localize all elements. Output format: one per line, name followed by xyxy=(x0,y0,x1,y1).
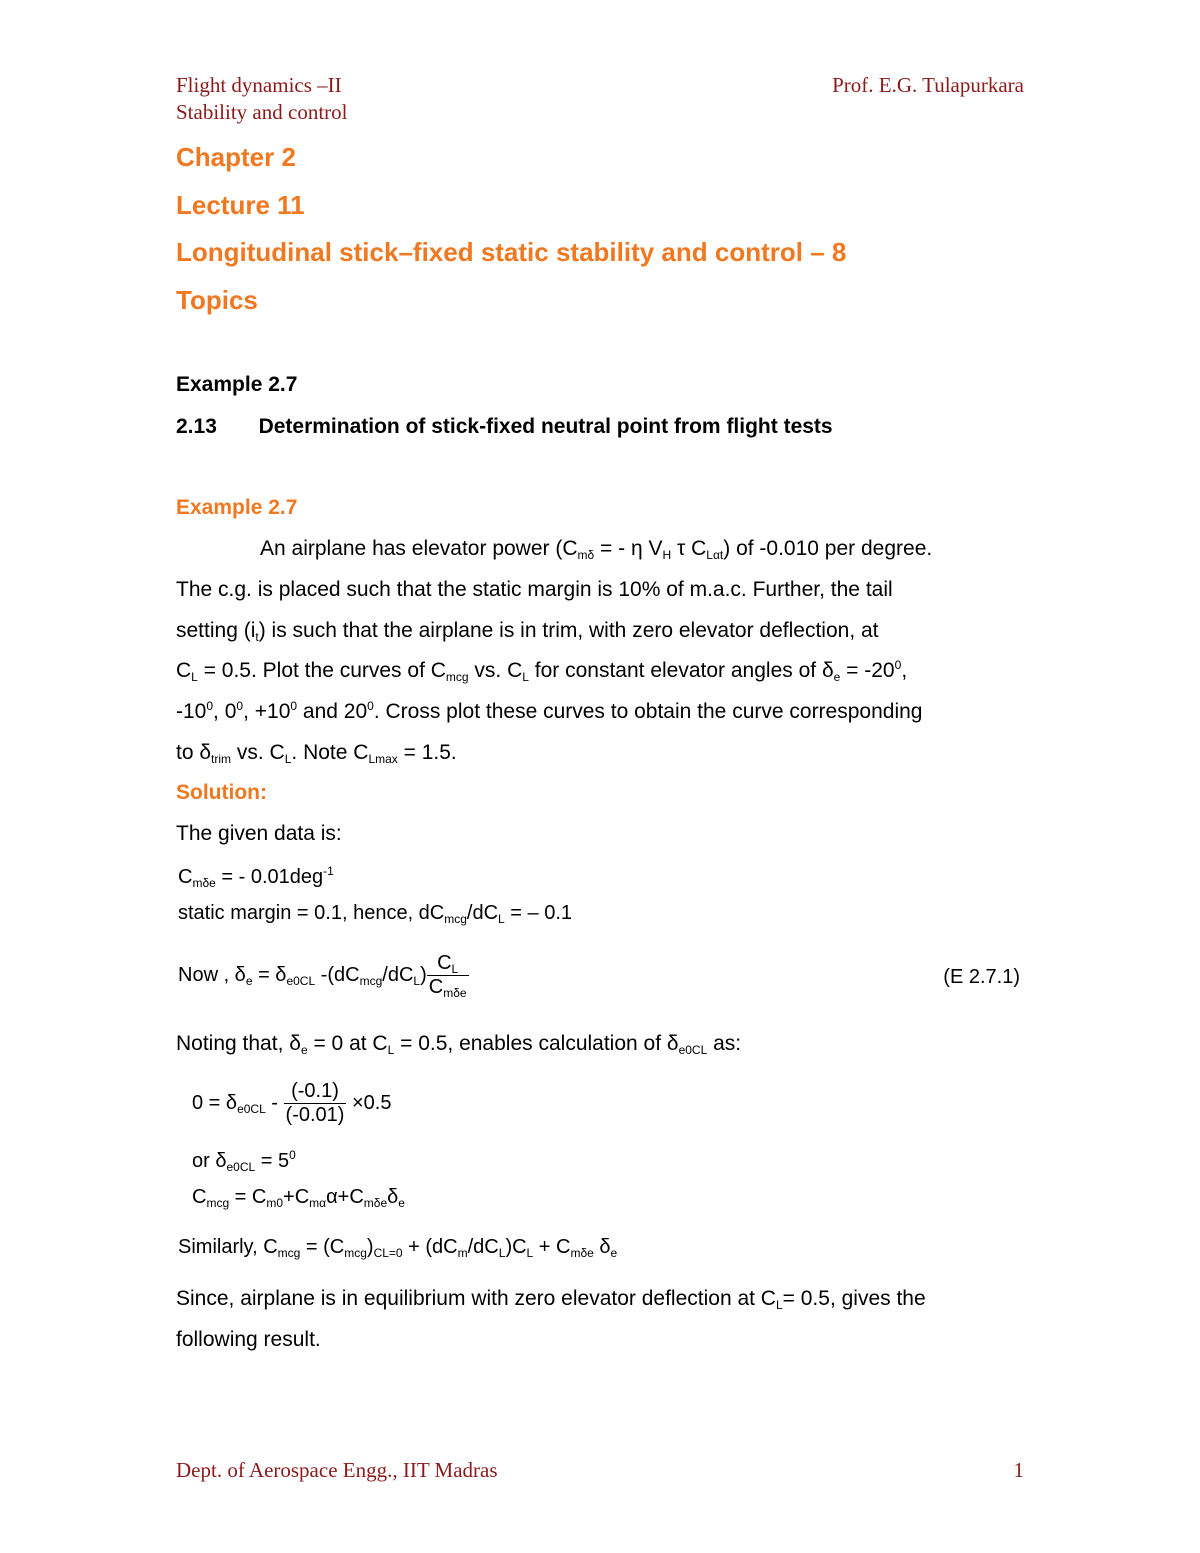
solution-given: The given data is: xyxy=(176,822,342,845)
topics-heading: Topics xyxy=(176,285,258,315)
example-line-6: to $\delta_{trim}$ vs. $C_L$. Note $C_{Lmax} = 1.5$. xyxy=(176,741,457,766)
section-number: 2.13 xyxy=(176,415,217,438)
example-line-5: $-10^0$, $0^0$, $+10^0$ and $20^0$. Cross plot these curves to obtain the curve corresponding xyxy=(176,699,923,723)
equation-cmcg: $C_{mcg} = C_{m0}+C_{m\alpha}\alpha+C_{m\delta e}\delta_e$ xyxy=(192,1186,405,1210)
lecture-title: Lecture 11 xyxy=(176,190,305,220)
equation-cmde: $C_{m\delta e}$ = - 0.01deg$^{-1}$ xyxy=(178,864,334,890)
header-author: Prof. E.G. Tulapurkara xyxy=(832,73,1024,97)
example-line-1: An airplane has elevator power ($C_{m\delta}$ = - η $V_H$ τ $C_{L\alpha t}$) of -0.010 per degree. xyxy=(260,537,933,562)
page-number: 1 xyxy=(1013,1458,1024,1482)
topic-item-example: Example 2.7 xyxy=(176,373,298,396)
fraction-ratio: $\frac{(-0.1)}{(-0.01)}$ xyxy=(285,1080,345,1126)
noting-line: Noting that, $\delta_e = 0$ at $C_L = 0.5$, enables calculation of $\delta_{e0CL}$ as: xyxy=(176,1032,742,1057)
topic-item-section xyxy=(176,415,833,439)
equation-solve: $0 = \delta_{e0CL}$ - $\frac{(-0.1)}{(-0.01)}$ ×0.5 xyxy=(192,1080,392,1126)
since-line-1: Since, airplane is in equilibrium with zero elevator deflection at $C_L= 0.5$, gives the xyxy=(176,1287,926,1312)
header-course: Flight dynamics –II xyxy=(176,73,342,97)
footer-dept: Dept. of Aerospace Engg., IIT Madras xyxy=(176,1458,498,1482)
equation-static-margin: static margin = 0.1, hence, $dC_{mcg}/dC_L$ = – 0.1 xyxy=(178,902,573,926)
example-line-4: $C_L = 0.5$. Plot the curves of $C_{mcg}$ vs. $C_L$ for constant elevator angles of $\delta_e = -20^0$, xyxy=(176,658,908,684)
equation-similarly: Similarly, $C_{mcg} = (C_{mcg})_{CL=0} + (dC_m/dC_L)C_L + C_{m\delta e}$ $\delta_e$ xyxy=(178,1236,618,1260)
example-heading: Example 2.7 xyxy=(176,496,298,519)
example-line-2: The c.g. is placed such that the static margin is 10% of m.a.c. Further, the tail xyxy=(176,578,893,601)
example-line-3: setting $(i_t)$ is such that the airplane is in trim, with zero elevator deflection, at xyxy=(176,619,879,644)
topic-title: Longitudinal stick–fixed static stability and control – 8 xyxy=(176,237,847,267)
section-title: Determination of stick-fixed neutral point from flight tests xyxy=(258,415,833,438)
header-subcourse: Stability and control xyxy=(176,100,348,124)
chapter-title: Chapter 2 xyxy=(176,142,296,172)
fraction-cl-cmde: $\frac{C_L}{C_{m\delta e}}$ xyxy=(428,952,467,1000)
since-line-2: following result. xyxy=(176,1328,321,1351)
equation-result: or $\delta_{e0CL} = 5^0$ xyxy=(192,1148,296,1174)
solution-heading: Solution: xyxy=(176,781,267,804)
equation-number: (E 2.7.1) xyxy=(943,966,1020,988)
equation-e271: Now , $\delta_e = \delta_{e0CL}$ $-(dC_{mcg}/dC_L)$ $\frac{C_L}{C_{m\delta e}}$ xyxy=(178,952,467,1000)
